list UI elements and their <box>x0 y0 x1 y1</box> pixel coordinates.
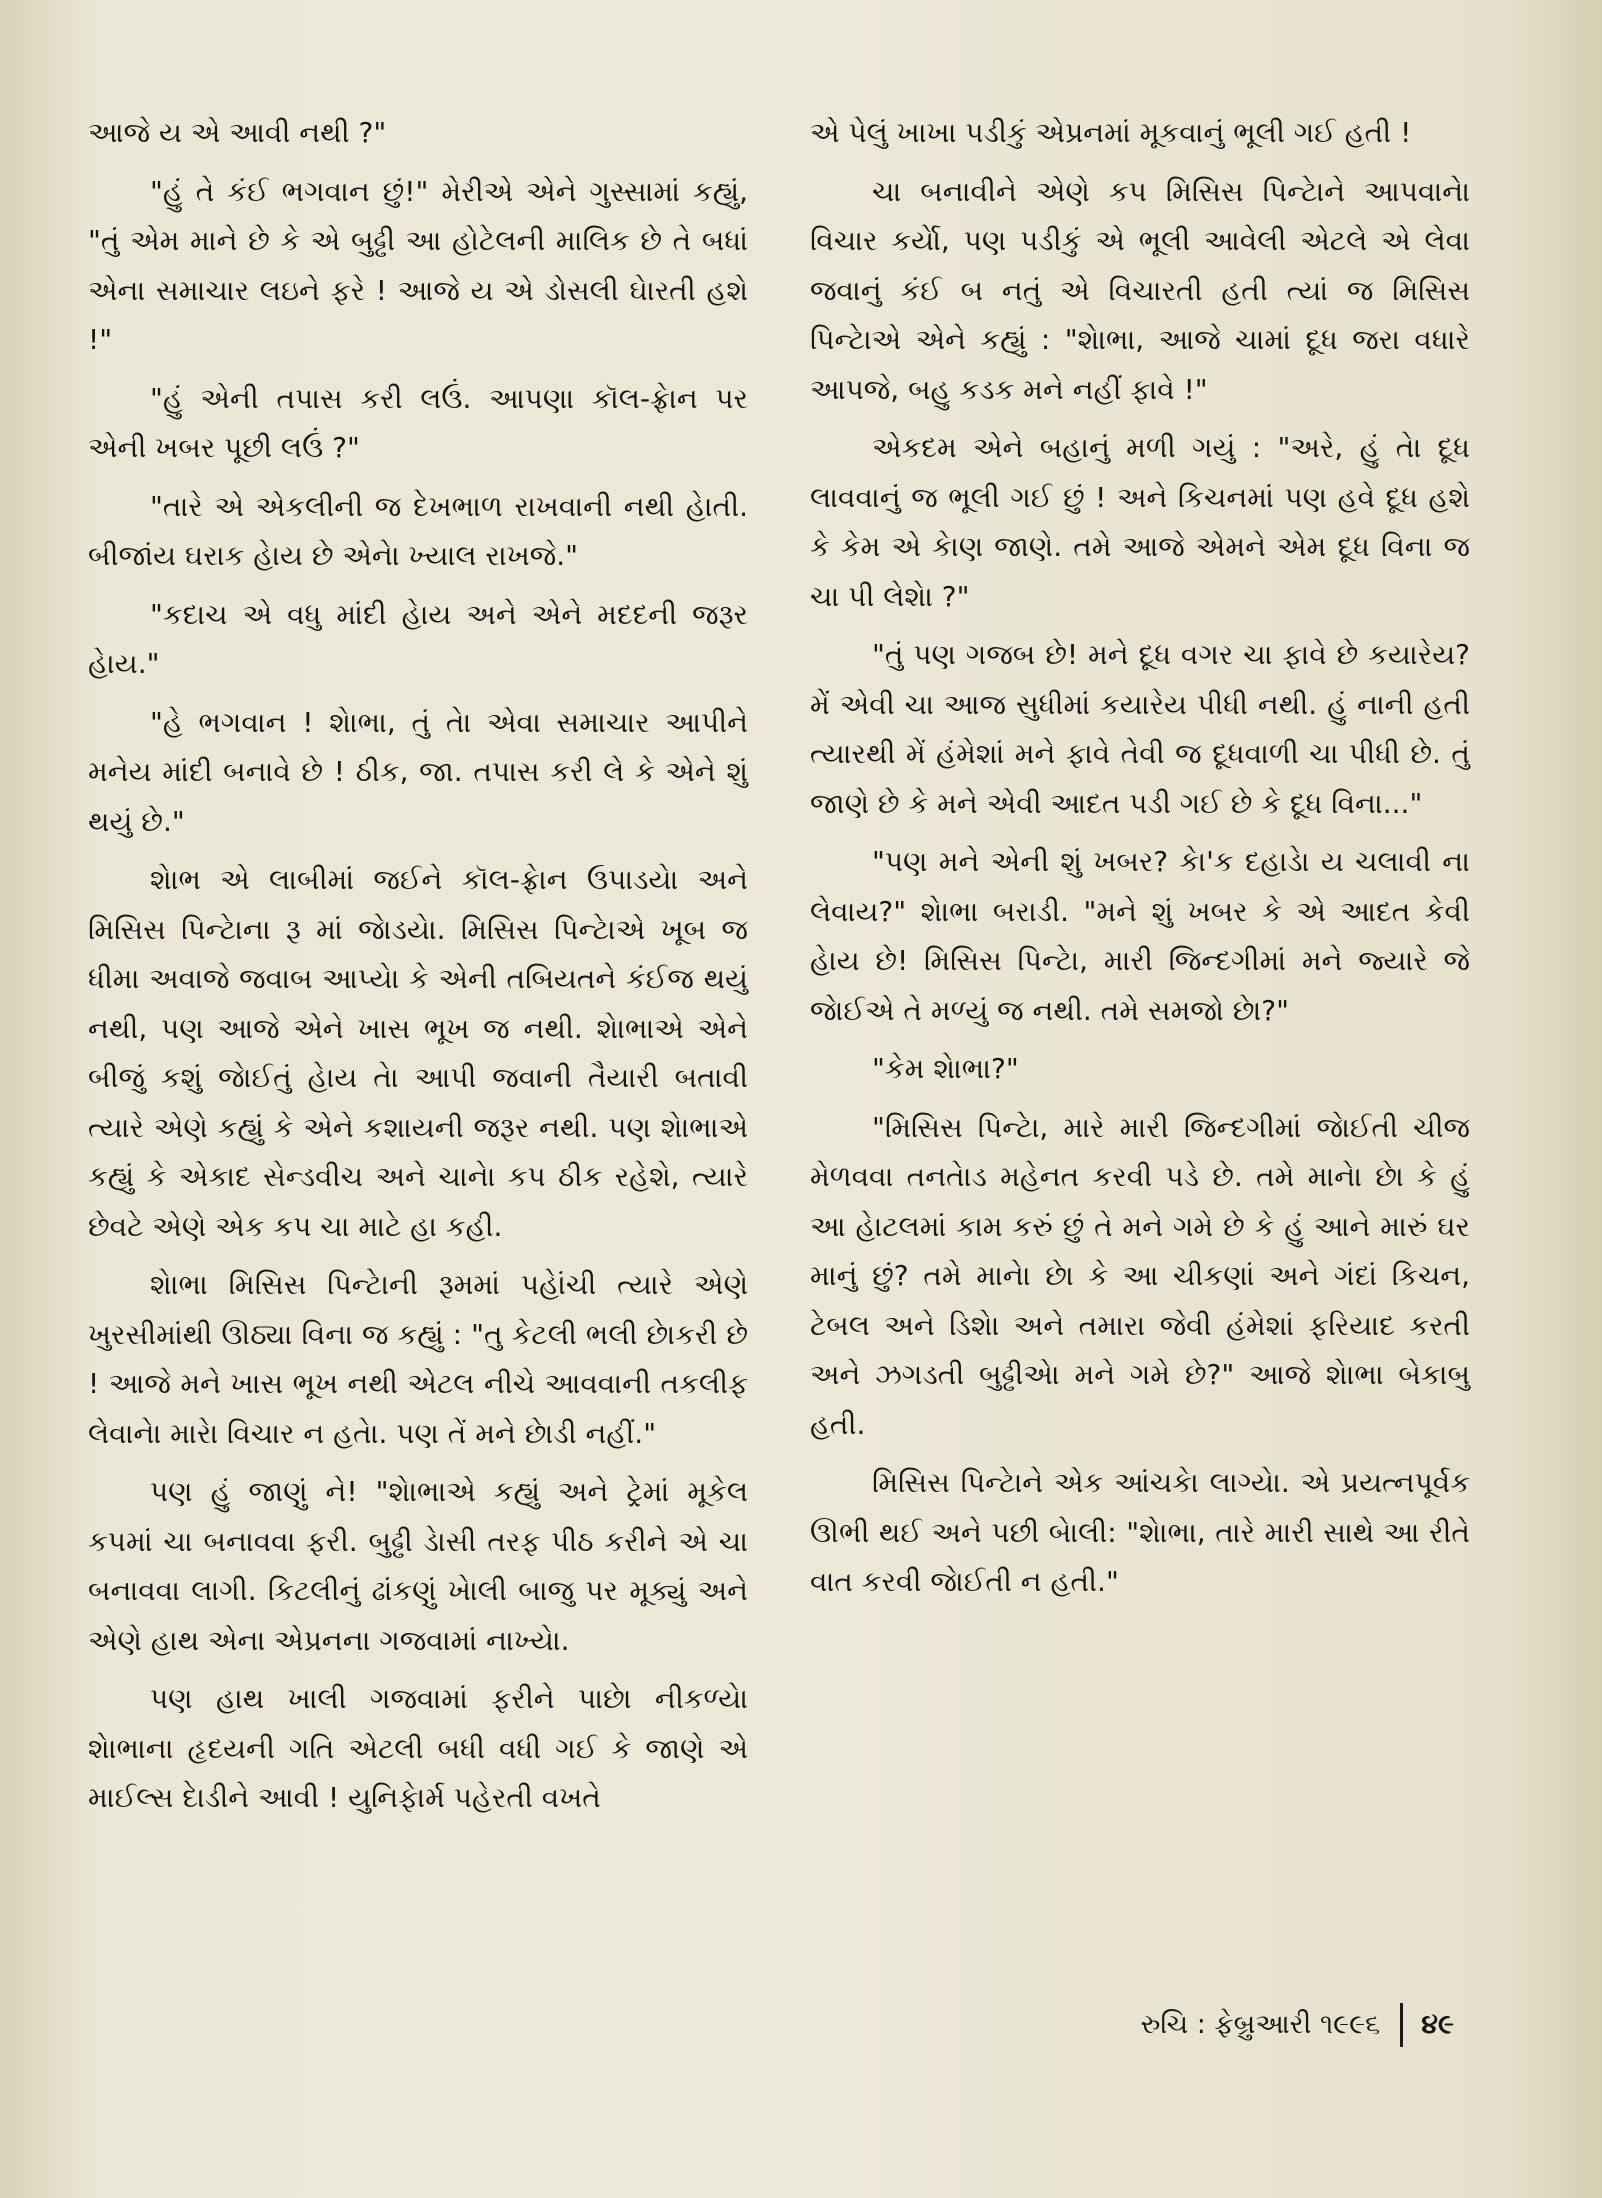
paragraph: શેાભ એ લાબીમાં જઈને કૉલ-ફ્રેાન ઉપાડયેા અને મિસિસ પિન્ટેાના રૂ માં જેાડયેા. મિસિસ પિન્ટેાએ ખૂબ જ ધીમા અવાજે જવાબ આપ્યેા કે એની તબિયતને કંઈજ થયું નથી, પણ આજે એને ખાસ ભૂખ જ નથી. શેાભાએ એને બીજું કશું જેાઈતું હેાય તેા આપી જવાની તૈયારી બતાવી ત્યારે એણે કહ્યું કે એને કશાયની જરૂર નથી. પણ શેાભાએ કહ્યું કે એકાદ સેન્ડવીચ અને ચાનેા કપ ઠીક રહેશે, ત્યારે છેવટે એણે એક કપ ચા માટે હા કહી. <box>88 863 748 1243</box>
paragraph: "તું પણ ગજબ છે! મને દૂધ વગર ચા ફાવે છે કયારેય? મેં એવી ચા આજ સુધીમાં કયારેય પીધી નથી. હું નાની હતી ત્યારથી મેં હંમેશાં મને ફાવે તેવી જ દૂધવાળી ચા પીધી છે. તું જાણે છે કે મને એવી આદત પડી ગઈ છે કે દૂધ વિના..." <box>810 638 1470 820</box>
paragraph: પણ હું જાણું ને! "શેાભાએ કહ્યું અને ટ્રેમાં મૂકેલ કપમાં ચા બનાવવા ફરી. બુઢ્ઢી ડેાસી તરફ પીઠ કરીને એ ચા બનાવવા લાગી. કિટલીનું ઢાંકણું ખેાલી બાજુ પર મૂક્યું અને એણે હાથ એના એપ્રનના ગજવામાં નાખ્યેા. <box>88 1475 748 1657</box>
paragraph: "પણ મને એની શું ખબર? કેા'ક દહાડેા ય ચલાવી ના લેવાય?" શેાભા બરાડી. "મને શું ખબર કે એ આદત કેવી હેાય છે! મિસિસ પિન્ટેા, મારી જિન્દગીમાં મને જ્યારે જે જેાઈએ તે મળ્યું જ નથી. તમે સમજો છેા?" <box>810 845 1470 1027</box>
right-column <box>810 108 1470 1616</box>
paragraph: "તારે એ એકલીની જ દેખભાળ રાખવાની નથી હેાતી. બીજાંય ઘરાક હેાય છે એનેા ખ્યાલ રાખજે." <box>88 489 748 572</box>
paragraph: "હે ભગવાન ! શેાભા, તું તેા એવા સમાચાર આપીને મનેય માંદી બનાવે છે ! ઠીક, જા. તપાસ કરી લે કે એને શું થયું છે." <box>88 705 748 838</box>
paragraph: મિસિસ પિન્ટેાને એક આંચકેા લાગ્યેા. એ પ્રયત્નપૂર્વક ઊભી થઈ અને પછી બેાલી: "શેાભા, તારે મારી સાથે આ રીતે વાત કરવી જેાઈતી ન હતી." <box>810 1466 1470 1598</box>
paragraph: એ પેલું ખાખા પડીકું એપ્રનમાં મૂકવાનું ભૂલી ગઈ હતી ! <box>810 116 1412 149</box>
paragraph: "મિસિસ પિન્ટેા, મારે મારી જિન્દગીમાં જેાઈતી ચીજ મેળવવા તનતેાડ મહેનત કરવી પડે છે. તમે માનેા છેા કે હું આ હેાટલમાં કામ કરું છું તે મને ગમે છે કે હું આને મારું ઘર માનું છું? તમે માનેા છેા કે આ ચીકણાં અને ગંદાં કિચન, ટેબલ અને ડિશેા અને તમારા જેવી હંમેશાં ફરિયાદ કરતી અને ઝગડતી બુઢ્ઢીએા મને ગમે છે?" આજે શેાભા બેકાબુ હતી. <box>810 1110 1470 1441</box>
paragraph: ચા બનાવીને એણે કપ મિસિસ પિન્ટેાને આપવાનેા વિચાર કર્યેા, પણ પડીકું એ ભૂલી આવેલી એટલે એ લેવા જવાનું કંઈ બ નતું એ વિચારતી હતી ત્યાં જ મિસિસ પિન્ટેાએ એને કહ્યું : "શેાભા, આજે ચામાં દૂધ જરા વધારે આપજે, બહુ કડક મને નહીં ફાવે !" <box>810 174 1470 406</box>
magazine-issue-label: રુચિ : ફેબ્રુઆરી ૧૯૯૬ <box>1140 2009 1381 2040</box>
footer-divider <box>1400 2003 1403 2047</box>
paragraph: "હું તે કંઈ ભગવાન છું!" મેરીએ એને ગુસ્સામાં કહ્યું, "તું એમ માને છે કે એ બુઢ્ઢી આ હોટેલની માલિક છે તે બધાં એના સમાચાર લઇને ફરે ! આજે ય એ ડોસલી ઘેારતી હશે !" <box>88 174 748 356</box>
paragraph: "હું એની તપાસ કરી લઉં. આપણા કૉલ-ફ્રેાન પર એની ખબર પૂછી લઉં ?" <box>88 381 748 464</box>
page-number: ૪૯ <box>1421 2009 1454 2040</box>
paragraph: આજે ય એ આવી નથી ?" <box>88 116 387 149</box>
paragraph: પણ હાથ ખાલી ગજવામાં ફરીને પાછેા નીકળ્યેા શેાભાના હૃદયની ગતિ એટલી બધી વધી ગઈ કે જાણે એ માઈલ્સ દેાડીને આવી ! યુનિફેાર્મ પહેરતી વખતે <box>88 1682 748 1814</box>
paragraph: શેાભા મિસિસ પિન્ટેાની રૂમમાં પહેાંચી ત્યારે એણે ખુરસીમાંથી ઊઠ્યા વિના જ કહ્યું : "તુ કેટલી ભલી છેાકરી છે ! આજે મને ખાસ ભૂખ નથી એટલ નીચે આવવાની તકલીફ લેવાનેા મારેા વિચાર ન હતેા. પણ તેં મને છેાડી નહીં." <box>88 1268 748 1450</box>
paragraph: "કેમ શેાભા?" <box>872 1052 1019 1085</box>
left-column <box>88 108 748 1832</box>
page-footer <box>1141 2003 1454 2047</box>
paragraph: એકદમ એને બહાનું મળી ગયું : "અરે, હું તેા દૂધ લાવવાનું જ ભૂલી ગઈ છું ! અને કિચનમાં પણ હવે દૂધ હશે કે કેમ એ કેાણ જાણે. તમે આજે એમને એમ દૂધ વિના જ ચા પી લેશેા ?" <box>810 431 1470 613</box>
paragraph: "કદાચ એ વધુ માંદી હેાય અને એને મદદની જરૂર હેાય." <box>88 597 748 680</box>
